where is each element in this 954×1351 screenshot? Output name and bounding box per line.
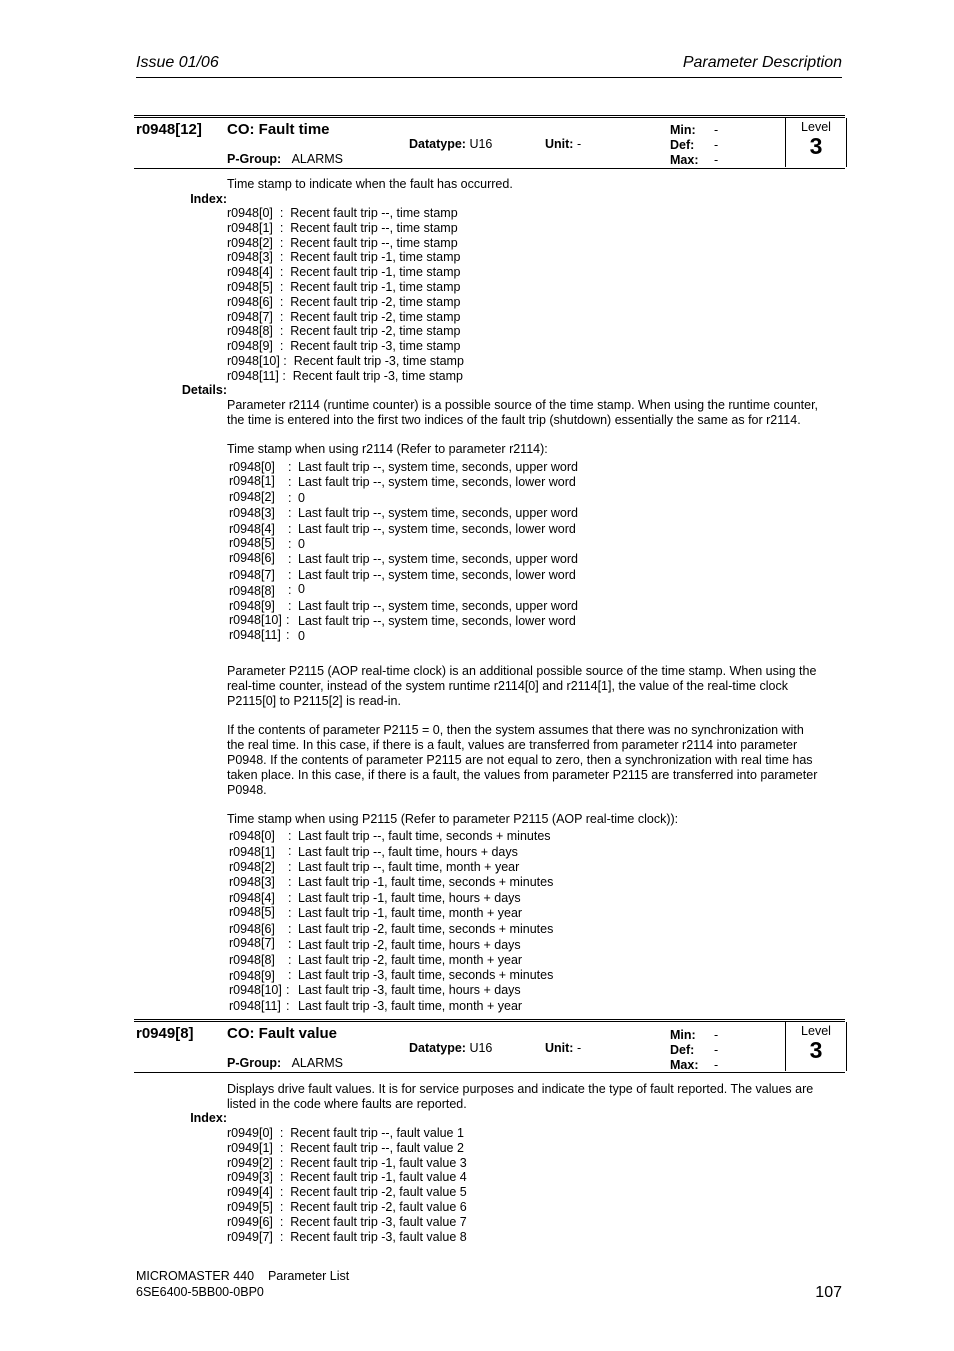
ts-row: r0948[2] : Last fault trip --, fault time, month + year [229, 859, 520, 874]
access-level-box [785, 1022, 847, 1071]
ts-row: r0948[1] : Last fault trip --, fault time, hours + days [229, 844, 518, 860]
def-value: - [714, 138, 719, 152]
ts-row: r0948[7] : Last fault trip -2, fault time, hours + days [229, 936, 521, 953]
details-paragraph-1: Parameter r2114 (runtime counter) is a possible source of the time stamp. When using the runtime counter, the time is entered into the first two indices of the fault trip (shutdown) essentially the same as for r2114. [227, 398, 819, 427]
param-datatype: Datatype: U16 [409, 1041, 493, 1055]
index-item: r0948[9] : Recent fault trip -3, time stamp [227, 339, 461, 354]
param-header-r0949 [134, 1019, 845, 1073]
r0948-description: Time stamp to indicate when the fault has occurred. [227, 177, 513, 191]
min-value: - [714, 123, 719, 137]
index-label: Index: [190, 1111, 227, 1125]
index-item: r0949[0] : Recent fault trip --, fault value 1 [227, 1126, 464, 1140]
param-id: r0949[8] [136, 1025, 194, 1042]
param-header-r0948 [134, 115, 845, 169]
footer-product: MICROMASTER 440 Parameter List [136, 1269, 350, 1283]
index-item: r0948[1] : Recent fault trip --, time stamp [227, 220, 458, 235]
level-value: 3 [809, 133, 823, 159]
footer-order-number: 6SE6400-5BB00-0BP0 [136, 1285, 264, 1299]
ts-row: r0948[6] : Last fault trip -2, fault time, seconds + minutes [229, 921, 554, 936]
index-item: r0949[1] : Recent fault trip --, fault value 2 [227, 1140, 464, 1155]
index-item: r0949[3] : Recent fault trip -1, fault value 4 [227, 1170, 467, 1185]
index-item: r0948[10] : Recent fault trip -3, time stamp [227, 353, 464, 368]
level-label: Level [801, 120, 831, 134]
param-pgroup: P-Group: ALARMS [227, 152, 343, 166]
ts-row: r0948[8] : Last fault trip -2, fault time, month + year [229, 952, 523, 967]
p2115-timestamp-title: Time stamp when using P2115 (Refer to parameter P2115 (AOP real-time clock)): [227, 812, 679, 826]
index-item: r0948[11] : Recent fault trip -3, time stamp [227, 368, 463, 383]
ts-row: r0948[7] : Last fault trip --, system time, seconds, lower word [229, 567, 576, 582]
ts-row: r0948[3] : Last fault trip --, system time, seconds, upper word [229, 506, 578, 521]
min-value: - [714, 1028, 719, 1042]
p2115-paragraph: Parameter P2115 (AOP real-time clock) is an additional possible source of the time stamp. When using the real-time counter, instead of the system runtime r2114[0] and r2114[1], the value of the real-time clock P2115[0] to P2115[2] is read-in. [227, 664, 817, 708]
min-label: Min: [670, 1028, 696, 1042]
ts-row: r0948[1] : Last fault trip --, system time, seconds, lower word [229, 474, 576, 490]
index-item: r0949[7] : Recent fault trip -3, fault value 8 [227, 1229, 467, 1244]
max-label: Max: [670, 1058, 699, 1072]
ts-row: r0948[8] : 0 [229, 582, 305, 599]
max-value: - [714, 1058, 719, 1072]
level-value: 3 [809, 1037, 823, 1063]
header-section-title: Parameter Description [682, 54, 842, 71]
ts-row: r0948[2] : 0 [229, 489, 305, 505]
def-label: Def: [670, 138, 695, 152]
index-item: r0949[2] : Recent fault trip -1, fault value 3 [227, 1155, 467, 1170]
r2114-timestamp-table [229, 460, 629, 645]
ts-row: r0948[6] : Last fault trip --, system time, seconds, upper word [229, 551, 578, 567]
p2115-timestamp-table [229, 829, 629, 1014]
ts-row: r0948[11] : 0 [229, 628, 305, 644]
param-name: CO: Fault value [227, 1025, 338, 1042]
index-item: r0948[3] : Recent fault trip -1, time stamp [227, 250, 461, 265]
details-label: Details: [181, 383, 227, 397]
index-item: r0948[2] : Recent fault trip --, time stamp [227, 235, 458, 250]
min-label: Min: [670, 123, 696, 137]
ts-row: r0948[4] : Last fault trip -1, fault time, hours + days [229, 890, 521, 905]
def-label: Def: [670, 1043, 695, 1057]
index-item: r0948[6] : Recent fault trip -2, time stamp [227, 294, 461, 309]
index-item: r0948[0] : Recent fault trip --, time stamp [227, 206, 458, 220]
param-id: r0948[12] [136, 121, 202, 138]
level-label: Level [801, 1024, 831, 1038]
param-datatype: Datatype: U16 [409, 137, 493, 151]
header-rule [136, 77, 842, 78]
ts-row: r0948[0] : Last fault trip --, fault time, seconds + minutes [229, 829, 551, 843]
ts-row: r0948[10] : Last fault trip -3, fault time, hours + days [229, 983, 521, 998]
param-unit: Unit: - [545, 137, 582, 151]
r0949-description: Displays drive fault values. It is for service purposes and indicate the type of fault reported. The values are listed in the code where faults are reported. [227, 1082, 814, 1111]
r0949-index-list [227, 1126, 839, 1244]
max-label: Max: [670, 153, 699, 167]
index-label: Index: [190, 192, 227, 206]
index-item: r0949[4] : Recent fault trip -2, fault value 5 [227, 1185, 467, 1200]
ts-row: r0948[0] : Last fault trip --, system time, seconds, upper word [229, 460, 578, 474]
ts-row: r0948[5] : Last fault trip -1, fault time, month + year [229, 905, 523, 921]
param-unit: Unit: - [545, 1041, 582, 1055]
index-item: r0948[8] : Recent fault trip -2, time stamp [227, 324, 461, 339]
param-pgroup: P-Group: ALARMS [227, 1056, 343, 1070]
max-value: - [714, 153, 719, 167]
index-item: r0949[6] : Recent fault trip -3, fault value 7 [227, 1214, 467, 1229]
access-level-box [785, 118, 847, 167]
header-issue: Issue 01/06 [136, 54, 219, 71]
index-item: r0948[7] : Recent fault trip -2, time stamp [227, 309, 461, 324]
ts-row: r0948[3] : Last fault trip -1, fault time, seconds + minutes [229, 875, 554, 890]
index-item: r0948[4] : Recent fault trip -1, time stamp [227, 265, 461, 280]
sync-paragraph: If the contents of parameter P2115 = 0, then the system assumes that there was no synchronization with the real time. In this case, if there is a fault, values are transferred from parameter r2114 into parameter P0948. If the contents of parameter P2115 are not equal to zero, then a synchronization with real time has taken place. In this case, if there is a fault, the values from parameter P2115 are transferred into parameter P0948. [227, 723, 818, 797]
param-name: CO: Fault time [227, 121, 330, 138]
ts-row: r0948[9] : Last fault trip -3, fault time, seconds + minutes [229, 967, 554, 983]
def-value: - [714, 1043, 719, 1057]
index-item: r0948[5] : Recent fault trip -1, time stamp [227, 279, 461, 294]
page-number: 107 [815, 1284, 842, 1301]
ts-row: r0948[9] : Last fault trip --, system time, seconds, upper word [229, 598, 578, 613]
r2114-timestamp-title: Time stamp when using r2114 (Refer to parameter r2114): [227, 442, 548, 456]
ts-row: r0948[5] : 0 [229, 535, 305, 551]
r0948-index-list [227, 206, 839, 384]
ts-row: r0948[10] : Last fault trip --, system time, seconds, lower word [229, 612, 576, 628]
index-item: r0949[5] : Recent fault trip -2, fault value 6 [227, 1199, 467, 1214]
ts-row: r0948[4] : Last fault trip --, system time, seconds, lower word [229, 521, 576, 536]
ts-row: r0948[11] : Last fault trip -3, fault time, month + year [229, 998, 523, 1013]
